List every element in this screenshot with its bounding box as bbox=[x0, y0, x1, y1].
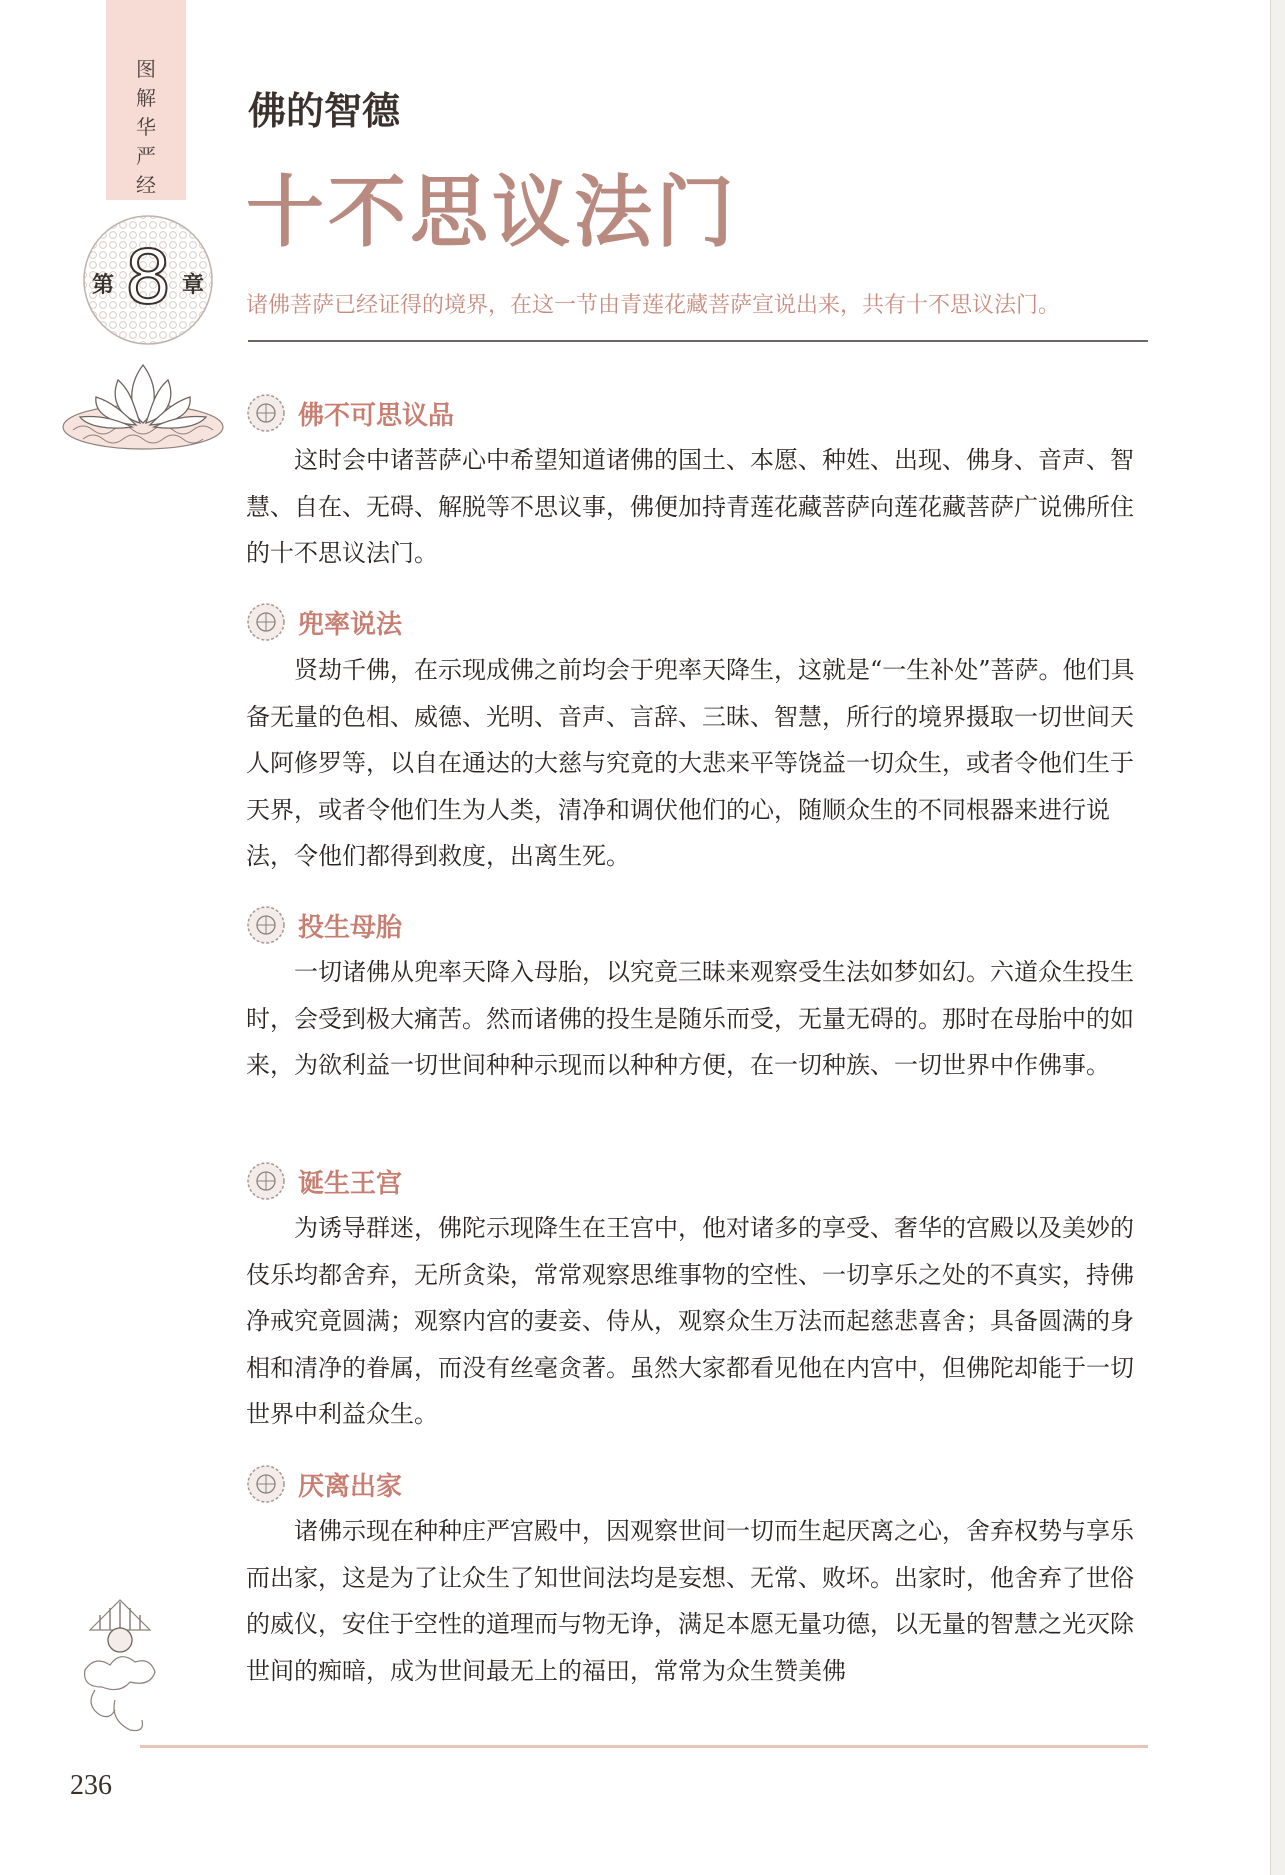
book-title-char: 解 bbox=[136, 86, 156, 110]
section-paragraph: 诸佛示现在种种庄严宫殿中，因观察世间一切而生起厌离之心，舍弃权势与享乐而出家，这是为了让众生了知世间法均是妄想、无常、败坏。出家时，他舍弃了世俗的威仪，安住于空性的道理而与物无诤，满足本愿无量功德，以无量的智慧之光灭除世间的痴暗，成为世间最无上的福田，常常为众生赞美佛 bbox=[246, 1517, 1134, 1685]
section-title: 厌离出家 bbox=[298, 1471, 403, 1502]
section-heading bbox=[246, 905, 402, 945]
section-paragraph: 为诱导群迷，佛陀示现降生在王宫中，他对诸多的享受、奢华的宫殿以及美妙的伎乐均都舍弃，无所贪染，常常观察思维事物的空性、一切享乐之处的不真实，持佛净戒究竟圆满；观察内宫的妻妾、侍从，观察众生万法而起慈悲喜舍；具备圆满的身相和清净的眷属，而没有丝毫贪著。虽然大家都看见他在内宫中，但佛陀却能于一切世界中利益众生。 bbox=[246, 1214, 1134, 1428]
section-title: 佛不可思议品 bbox=[298, 400, 455, 431]
dharma-wheel-icon bbox=[246, 905, 286, 945]
chapter-suffix: 章 bbox=[181, 273, 204, 298]
dharma-wheel-icon bbox=[246, 393, 286, 433]
section-heading bbox=[246, 1161, 402, 1201]
footer-divider bbox=[140, 1745, 1148, 1748]
dharma-wheel-icon bbox=[246, 602, 286, 642]
section-heading bbox=[246, 1464, 402, 1504]
section-title: 兜率说法 bbox=[298, 609, 403, 640]
section-subtitle: 佛的智德 bbox=[248, 89, 401, 133]
book-title-char: 严 bbox=[136, 144, 156, 168]
intro-divider bbox=[248, 340, 1148, 342]
section-title: 投生母胎 bbox=[298, 912, 403, 943]
lotus-icon bbox=[58, 355, 228, 460]
intro-text: 诸佛菩萨已经证得的境界，在这一节由青莲花藏菩萨宣说出来，共有十不思议法门。 bbox=[246, 293, 1061, 318]
section-paragraph: 贤劫千佛，在示现成佛之前均会于兜率天降生，这就是“一生补处”菩萨。他们具备无量的色相、威德、光明、音声、言辞、三昧、智慧，所行的境界摄取一切世间天人阿修罗等，以自在通达的大慈与究竟的大悲来平等饶益一切众生，或者令他们生于天界，或者令他们生为人类，清净和调伏他们的心，随顺众生的不同根器来进行说法，令他们都得到救度，出离生死。 bbox=[246, 656, 1135, 870]
section-title: 诞生王宫 bbox=[298, 1168, 403, 1199]
page-title: 十不思议法门 bbox=[246, 167, 739, 258]
chapter-number: 8 bbox=[124, 235, 172, 321]
dharma-wheel-icon bbox=[246, 1161, 286, 1201]
book-title-char: 图 bbox=[136, 57, 156, 81]
page-edge bbox=[1270, 0, 1285, 1875]
section-heading bbox=[246, 602, 402, 642]
dharma-wheel-icon bbox=[246, 1464, 286, 1504]
chapter-label bbox=[92, 268, 204, 299]
book-title-vertical bbox=[106, 55, 186, 200]
book-title-char: 华 bbox=[136, 115, 156, 139]
section-paragraph: 一切诸佛从兜率天降入母胎，以究竟三昧来观察受生法如梦如幻。六道众生投生时，会受到极大痛苦。然而诸佛的投生是随乐而受，无量无碍的。那时在母胎中的如来，为欲利益一切世间种种示现而以种种方便，在一切种族、一切世界中作佛事。 bbox=[246, 958, 1134, 1079]
book-title-char: 经 bbox=[136, 173, 156, 197]
section-heading bbox=[246, 393, 454, 433]
cloud-ornament-icon bbox=[70, 1590, 170, 1740]
chapter-prefix: 第 bbox=[92, 273, 115, 298]
section-paragraph: 这时会中诸菩萨心中希望知道诸佛的国土、本愿、种姓、出现、佛身、音声、智慧、自在、无碍、解脱等不思议事，佛便加持青莲花藏菩萨向莲花藏菩萨广说佛所住的十不思议法门。 bbox=[246, 446, 1134, 567]
page-number: 236 bbox=[70, 1770, 112, 1801]
